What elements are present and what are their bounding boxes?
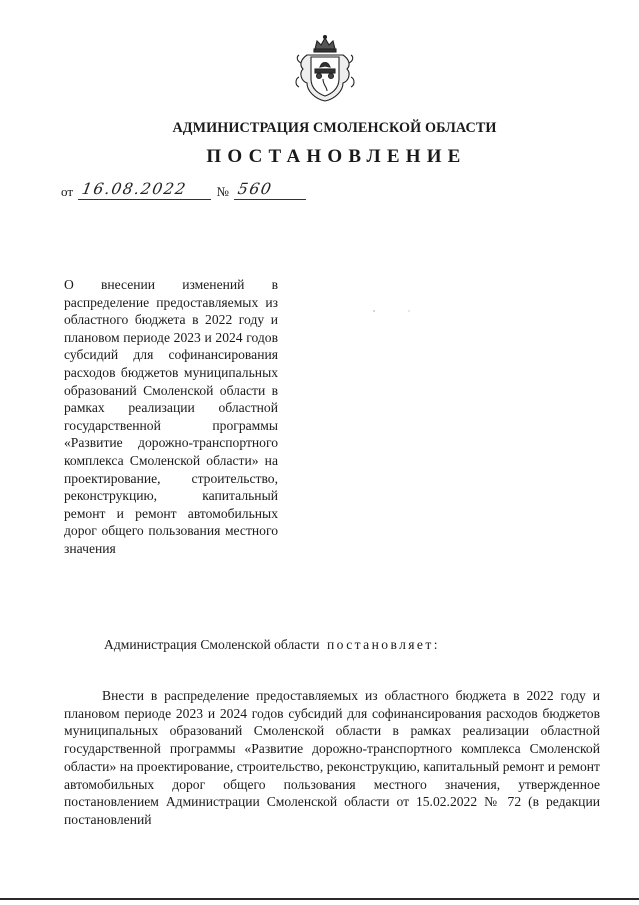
scan-bottom-edge — [0, 898, 639, 900]
from-label: от — [61, 184, 74, 199]
document-subject: О внесении изменений в распределение предоставляемых из областного бюджета в 2022 году и плановом периоде 2023 и 2024 годов субсидий для софинансирования расходов бюджетов муниципальных образований Смоленской области в рамках реализации областной государственной программы «Развитие дорожно-транспортного комплекса Смоленской области» на проектирование, строительство, реконструкцию, капитальный ремонт и ремонт автомобильных дорог общего пользования местного значения — [64, 277, 278, 556]
handwritten-date: 16.08.2022 — [80, 180, 189, 198]
preamble-text: Администрация Смоленской области — [104, 637, 320, 652]
organization-title: АДМИНИСТРАЦИЯ СМОЛЕНСКОЙ ОБЛАСТИ — [172, 120, 497, 136]
body-paragraph: Внести в распределение предоставляемых из областного бюджета в 2022 году и плановом периоде 2023 и 2024 годов субсидий для софинансирования расходов бюджетов муниципальных образований Смоленской области в рамках реализации областной государственной программы «Развитие дорожно-транспортного комплекса Смоленской области» на проектирование, строительство, реконструкцию, капитальный ремонт и ремонт автомобильных дорог общего пользования местного значения, утвержденное постановлением Администрации Смоленской области от 15.02.2022 № 72 (в редакции постановлений — [64, 688, 600, 827]
document-type-title: ПОСТАНОВЛЕНИЕ — [206, 146, 467, 167]
resolves-word: постановляет: — [326, 637, 440, 652]
number-label: № — [216, 184, 229, 199]
handwritten-number: 560 — [236, 180, 275, 198]
